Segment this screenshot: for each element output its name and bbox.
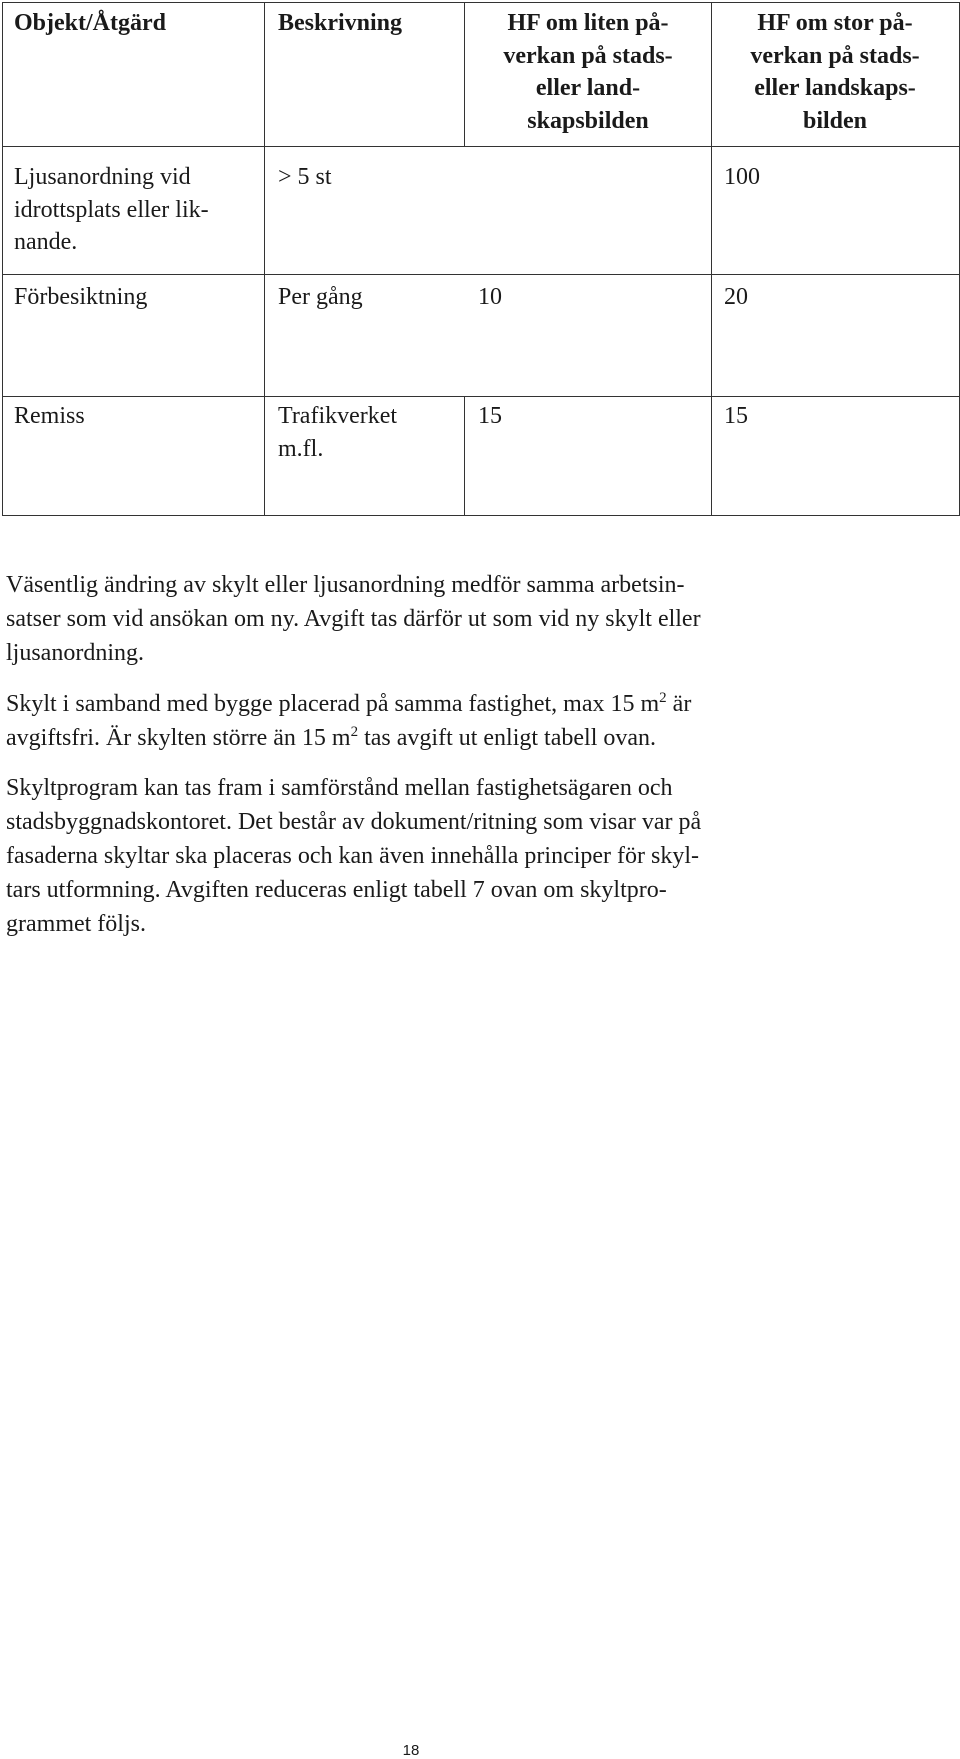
cell-hf-stor-ljusanordning (724, 161, 760, 194)
table-rule (711, 2, 712, 516)
table-rule (2, 2, 959, 3)
table-rule (2, 274, 959, 275)
text-line: Skyltprogram kan tas fram i samförstånd mellan fastighetsägaren och (6, 775, 673, 801)
cell-objekt-remiss (14, 400, 85, 433)
superscript: 2 (350, 724, 359, 740)
table-rule (2, 146, 959, 147)
cell-objekt-ljusanordning (14, 161, 209, 259)
cell-beskrivning-remiss (278, 400, 397, 465)
table-rule (2, 2, 3, 516)
cell-line: Förbesiktning (14, 284, 148, 310)
paragraph-vasentlig-andring (6, 568, 946, 670)
cell-hf-liten-forbesiktning (478, 281, 502, 314)
text-line: stadsbyggnadskontoret. Det består av dokument/ritning som visar var på (6, 809, 702, 835)
cell-hf-stor-remiss (724, 400, 748, 433)
cell-line: nande. (14, 229, 78, 255)
cell-hf-liten-remiss (478, 400, 502, 433)
table-rule (464, 2, 465, 146)
text-line: satser som vid ansökan om ny. Avgift tas därför ut som vid ny skylt eller (6, 606, 701, 632)
table-rule (464, 396, 465, 516)
text-line: Väsentlig ändring av skylt eller ljusanordning medför samma arbetsin- (6, 572, 685, 598)
table-rule (2, 515, 959, 516)
table-header-objekt (14, 7, 166, 40)
cell-line: Ljusanordning vid (14, 164, 191, 190)
text-line (6, 721, 946, 755)
cell-line: verkan på stads- (503, 42, 673, 69)
cell-beskrivning-forbesiktning (278, 281, 363, 314)
cell-line: bilden (802, 107, 868, 134)
table-header-hf-liten (478, 7, 698, 137)
cell-hf-stor-forbesiktning (724, 281, 748, 314)
cell-line: Per gång (278, 284, 363, 310)
cell-line: 10 (478, 284, 502, 310)
cell-line: > 5 st (278, 164, 332, 190)
paragraph-skylt-bygge (6, 687, 946, 755)
cell-line: 15 (478, 403, 502, 429)
table-header-hf-stor (715, 7, 955, 137)
text-segment: tas avgift ut enligt tabell ovan. (358, 725, 657, 751)
table-rule (264, 2, 265, 516)
cell-line: eller land- (535, 75, 641, 101)
text-segment: Skylt i samband med bygge placerad på samma fastighet, max 15 m (6, 691, 660, 717)
cell-line: Beskrivning (278, 10, 403, 36)
cell-line: HF om stor på- (757, 10, 913, 36)
table-header-beskrivning (278, 7, 402, 40)
text-line: tars utformning. Avgiften reduceras enligt tabell 7 ovan om skyltpro- (6, 877, 667, 903)
cell-objekt-forbesiktning (14, 281, 147, 314)
cell-line: idrottsplats eller lik- (14, 196, 209, 223)
cell-line: Objekt/Åtgärd (14, 10, 166, 36)
text-line: fasaderna skyltar ska placeras och kan även innehålla principer för skyl- (6, 843, 700, 869)
paragraph-skyltprogram (6, 771, 946, 941)
superscript: 2 (659, 690, 667, 706)
cell-line: verkan på stads- (750, 42, 920, 69)
cell-line: 20 (724, 284, 748, 310)
text-line (6, 687, 946, 721)
text-segment: avgiftsfri. Är skylten större än 15 m (6, 725, 351, 751)
cell-line: 15 (724, 403, 748, 429)
table-rule (2, 396, 959, 397)
cell-line: eller landskaps- (754, 75, 916, 101)
text-segment: är (666, 691, 692, 717)
text-line: grammet följs. (6, 911, 146, 937)
page-number: 18 (402, 1742, 420, 1759)
cell-line: Remiss (14, 403, 85, 429)
fee-table (0, 0, 960, 517)
cell-line: 100 (724, 164, 760, 190)
cell-line: skapsbilden (527, 107, 649, 134)
cell-line: m.fl. (278, 435, 324, 462)
cell-beskrivning-ljusanordning (278, 161, 332, 194)
text-line: ljusanordning. (6, 640, 144, 666)
cell-line: HF om liten på- (507, 10, 669, 36)
cell-line: Trafikverket (278, 403, 398, 429)
